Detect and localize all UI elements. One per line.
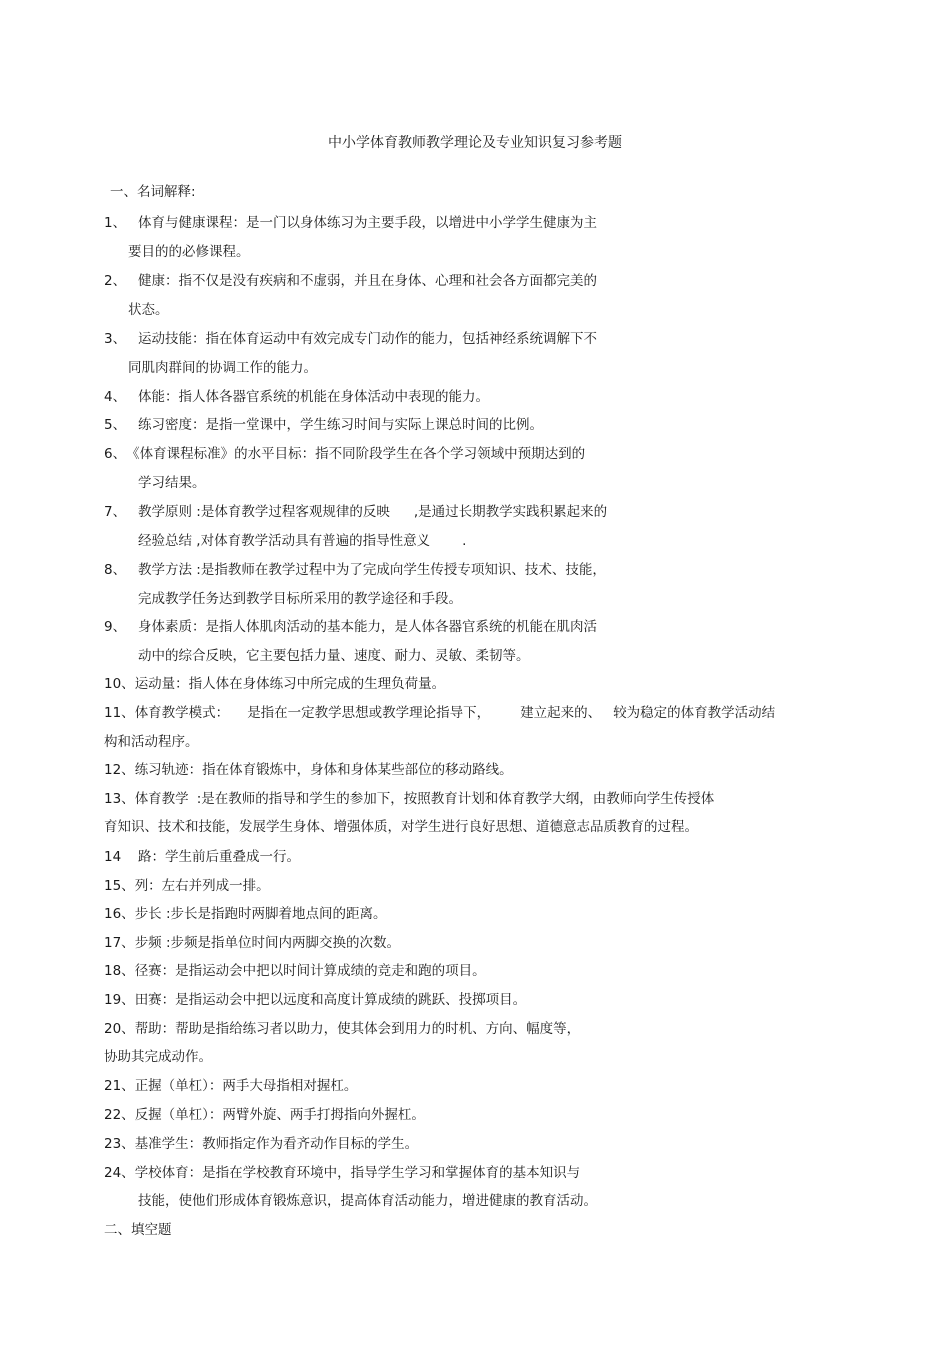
item-number: 16、: [104, 906, 135, 922]
item-text: 步长 :步长是指跑时两脚着地点间的距离。: [134, 906, 387, 922]
item-text: 健康：指不仅是没有疾病和不虚弱，并且在身体、心理和社会各方面都完美的: [138, 273, 597, 289]
item-text: :是在教师的指导和学生的参加下，按照教育计划和体育教学大纲，由教师向学生传授体: [196, 791, 715, 807]
item-number: 4、: [104, 389, 127, 405]
item-text: 径赛：是指运动会中把以时间计算成绩的竞走和跑的项目。: [134, 963, 486, 979]
item-number: 10、: [104, 676, 135, 692]
item-text: 练习轨迹：指在体育锻炼中，身体和身体某些部位的移动路线。: [134, 762, 513, 778]
item-number: 3、: [104, 331, 127, 347]
item-9-line-2: 动中的综合反映，它主要包括力量、速度、耐力、灵敏、柔韧等。: [138, 648, 530, 664]
item-text: 基准学生：教师指定作为看齐动作目标的学生。: [134, 1136, 419, 1152]
item-6-line-2: 学习结果。: [138, 475, 206, 491]
item-20-line-2: 协助其完成动作。: [104, 1049, 212, 1065]
item-text: 帮助：帮助是指给练习者以助力，使其体会到用力的时机、方向、幅度等，: [134, 1021, 581, 1037]
item-1-line-1: [104, 213, 597, 233]
item-8-line-1: [104, 560, 606, 580]
item-number: 5、: [104, 417, 127, 433]
item-text: 正握（单杠）：两手大母指相对握杠。: [134, 1078, 358, 1094]
item-number: 17、: [104, 935, 135, 951]
item-23-line-1: [104, 1134, 418, 1154]
item-text: ,是通过长期教学实践积累起来的: [413, 504, 608, 520]
item-text: 是指在一定教学思想或教学理论指导下，: [247, 705, 491, 721]
item-5-line-1: [104, 415, 543, 435]
item-number: 24、: [104, 1165, 135, 1181]
item-number: 18、: [104, 963, 135, 979]
item-text: 《体育课程标准》的水平目标：指不同阶段学生在各个学习领域中预期达到的: [126, 446, 586, 462]
document-title: 中小学体育教师教学理论及专业知识复习参考题: [328, 135, 622, 151]
item-24-line-2: 技能，使他们形成体育锻炼意识，提高体育活动能力，增进健康的教育活动。: [138, 1193, 597, 1209]
item-number: 1、: [104, 215, 127, 231]
item-10-line-1: [104, 674, 445, 694]
item-15-line-1: [104, 876, 270, 896]
item-text: 练习密度：是指一堂课中，学生练习时间与实际上课总时间的比例。: [138, 417, 543, 433]
item-text: 建立起来的、: [520, 705, 602, 721]
item-text: 体育教学: [134, 791, 189, 807]
item-text: 步频 :步频是指单位时间内两脚交换的次数。: [134, 935, 401, 951]
item-number: 11、: [104, 705, 135, 721]
item-number: 22、: [104, 1107, 135, 1123]
item-11-line-2: 构和活动程序。: [104, 734, 199, 750]
section-heading-definitions: 一、名词解释:: [110, 184, 196, 200]
item-text: 教学方法 :是指教师在教学过程中为了完成向学生传授专项知识、技术、技能，: [138, 562, 606, 578]
item-number: 7、: [104, 504, 127, 520]
item-text: 教学原则 :是体育教学过程客观规律的反映: [138, 504, 390, 520]
item-9-line-1: [104, 617, 597, 637]
item-3-line-2: 同肌肉群间的协调工作的能力。: [128, 360, 317, 376]
item-text: 反握（单杠）：两臂外旋、两手打拇指向外握杠。: [134, 1107, 425, 1123]
item-number: 2、: [104, 273, 127, 289]
item-number: 21、: [104, 1078, 135, 1094]
item-text: 体能：指人体各器官系统的机能在身体活动中表现的能力。: [138, 389, 489, 405]
item-number: 9、: [104, 619, 127, 635]
item-16-line-1: [104, 904, 387, 924]
item-2-line-2: 状态。: [128, 302, 169, 318]
item-number: 14: [104, 849, 122, 865]
item-13-line-1: [104, 789, 714, 809]
section-heading-fill-in: 二、填空题: [104, 1222, 172, 1238]
item-number: 6、: [104, 446, 127, 462]
item-number: 12、: [104, 762, 135, 778]
item-text: 体育与健康课程：是一门以身体练习为主要手段，以增进中小学学生健康为主: [138, 215, 597, 231]
item-19-line-1: [104, 990, 526, 1010]
item-text: 运动技能：指在体育运动中有效完成专门动作的能力，包括神经系统调解下不: [138, 331, 597, 347]
item-text: 经验总结 ,对体育教学活动具有普遍的指导性意义: [138, 533, 431, 549]
item-text: 运动量：指人体在身体练习中所完成的生理负荷量。: [134, 676, 446, 692]
item-text: 较为稳定的体育教学活动结: [613, 705, 776, 721]
item-21-line-1: [104, 1076, 357, 1096]
item-6-line-1: [104, 444, 585, 464]
item-number: 23、: [104, 1136, 135, 1152]
item-number: 8、: [104, 562, 127, 578]
item-text: .: [462, 533, 467, 549]
item-17-line-1: [104, 933, 400, 953]
item-3-line-1: [104, 329, 597, 349]
item-8-line-2: 完成教学任务达到教学目标所采用的教学途径和手段。: [138, 591, 462, 607]
item-20-line-1: [104, 1019, 580, 1039]
item-7-line-2: [138, 531, 466, 551]
item-18-line-1: [104, 961, 486, 981]
item-14-line-1: [104, 847, 300, 867]
item-2-line-1: [104, 271, 597, 291]
item-24-line-1: [104, 1163, 580, 1183]
item-4-line-1: [104, 387, 489, 407]
item-text: 列：左右并列成一排。: [134, 878, 270, 894]
item-number: 19、: [104, 992, 135, 1008]
item-22-line-1: [104, 1105, 425, 1125]
item-13-line-2: 育知识、技术和技能，发展学生身体、增强体质，对学生进行良好思想、道德意志品质教育的过程。: [104, 819, 698, 835]
item-text: 学校体育：是指在学校教育环境中，指导学生学习和掌握体育的基本知识与: [134, 1165, 581, 1181]
item-text: 田赛：是指运动会中把以远度和高度计算成绩的跳跃、投掷项目。: [134, 992, 527, 1008]
item-text: 体育教学模式：: [134, 705, 230, 721]
item-number: 15、: [104, 878, 135, 894]
item-7-line-1: [104, 502, 607, 522]
item-11-line-1: [104, 703, 775, 723]
item-12-line-1: [104, 760, 513, 780]
item-number: 20、: [104, 1021, 135, 1037]
item-text: 身体素质：是指人体肌肉活动的基本能力，是人体各器官系统的机能在肌肉活: [138, 619, 597, 635]
item-1-line-2: 要目的的必修课程。: [128, 244, 250, 260]
item-text: 路：学生前后重叠成一行。: [138, 849, 300, 865]
item-number: 13、: [104, 791, 135, 807]
